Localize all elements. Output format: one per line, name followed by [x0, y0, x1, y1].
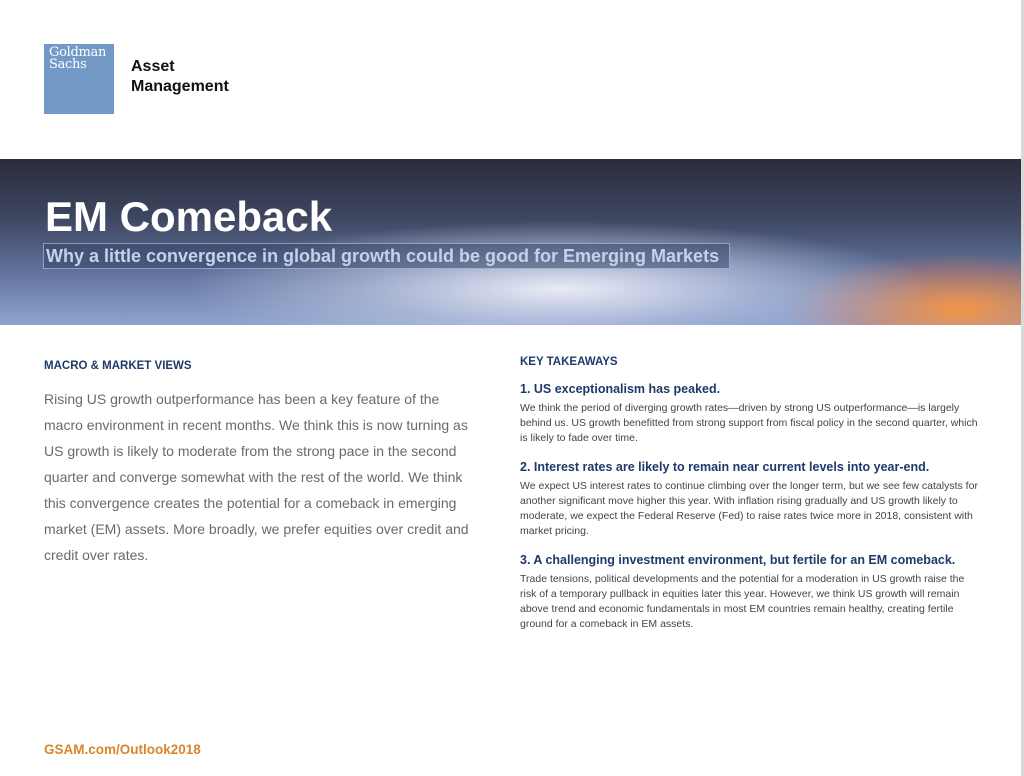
takeaway-title: 3. A challenging investment environment, but fertile for an EM comeback.	[520, 553, 956, 567]
takeaway-body: Trade tensions, political developments and the potential for a moderation in US growth raise the risk of a temporary pullback in equities later this year. However, we think US growth will remain above trend and economic fundamentals in most EM countries remain healthy, creating fertile ground for a comeback in EM assets.	[520, 573, 965, 630]
takeaway-body: We think the period of diverging growth rates—driven by strong US outperformance—is largely behind us. US growth benefitted from strong support from fiscal policy in the second quarter, which is likely to fade over time.	[520, 402, 978, 444]
hero-banner	[0, 159, 1021, 325]
outlook-link[interactable]: GSAM.com/Outlook2018	[44, 742, 201, 757]
logo-text-line2: Management	[131, 78, 229, 95]
logo-mark-line2: Sachs	[49, 57, 87, 72]
takeaway-item-3	[520, 552, 980, 632]
macro-heading: MACRO & MARKET VIEWS	[44, 360, 192, 372]
takeaways-section	[520, 356, 980, 632]
takeaway-body: We expect US interest rates to continue climbing over the longer term, but we see few catalysts for another significant move higher this year. With inflation rising gradually and US growth likely to moderate, we expect the Federal Reserve (Fed) to raise rates twice more in 2018, consistent with market pricing.	[520, 480, 978, 537]
logo-mark-line1: Goldman	[49, 45, 107, 60]
takeaway-title: 2. Interest rates are likely to remain near current levels into year-end.	[520, 460, 930, 474]
page-title: EM Comeback	[45, 193, 333, 240]
logo-wordmark	[131, 57, 229, 97]
takeaway-title: 1. US exceptionalism has peaked.	[520, 382, 721, 396]
takeaways-heading: KEY TAKEAWAYS	[520, 356, 618, 368]
takeaway-item-1	[520, 381, 980, 446]
macro-body: Rising US growth outperformance has been a key feature of the macro environment in recent months. We think this is now turning as US growth is likely to moderate from the strong pace in the second quarter and converge somewhat with the rest of the world. We think this convergence creates the potential for a comeback in emerging market (EM) assets. More broadly, we prefer equities over credit and credit over rates.	[44, 391, 469, 563]
macro-section	[44, 360, 469, 568]
takeaway-item-2	[520, 459, 980, 539]
page-subtitle: Why a little convergence in global growth could be good for Emerging Markets	[43, 243, 730, 269]
goldman-sachs-logo	[44, 44, 114, 114]
logo-text-line1: Asset	[131, 58, 175, 75]
